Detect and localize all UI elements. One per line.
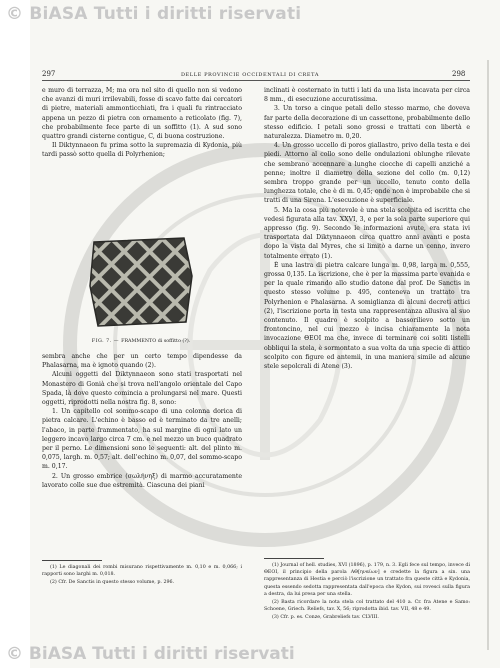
watermark-top: © BiASA Tutti i diritti riservati bbox=[6, 4, 302, 24]
figure-7-label: FIG. 7. — bbox=[91, 339, 122, 344]
left-column-bottom bbox=[42, 352, 242, 490]
watermark-bottom: © BiASA Tutti i diritti riservati bbox=[6, 644, 295, 664]
left-footnote-1: (1) Le diagonali dei rombi misurano rispettivamente m. 0,10 e m. 0,066; i rapporti sono larghi m. 0,018. bbox=[42, 565, 242, 578]
right-paragraph-4: 5. Ma la cosa più notevole è una stela scolpita ed iscritta che vedesi figurata alla tav. XXVI, 3, e per la sola parte superiore qui appresso (fig. 9). Secondo le informazioni avute, era stata ivi trasportata dal Diktynnaeon circa quattro anni avanti e posta dopo la vista dal Myres, che si limitò a darne un cenno, invero totalmente errato (1). bbox=[264, 206, 470, 260]
page-binding-margin bbox=[0, 0, 30, 668]
right-footnotes bbox=[264, 562, 470, 623]
right-paragraph-5: È una lastra di pietra calcare lunga m. 0,98, larga m. 0,555, grossa 0,135. La iscrizione, che è per la massima parte evanida e per la quale rimando allo studio datone dal prof. De Sanctis in questo stesso volume p. 495, conteneva un trattato tra Polyrhenion e Phalasarna. A somiglianza di alcuni decreti attici (2), l'iscrizione porta in testa una rappresentanza allusiva al suo contenuto. Il quadro è scolpito a bassorilievo sotto un frontoncino, nel cui mezzo è incisa chiaramente la nota invocazione ΘΕΟΙ ma che, invece di terminare coi soliti listelli obbliqui la stela, è sormontato a sua volta da una specie di attico scolpito con figure ed antemii, in una maniera simile ad alcune stele sepolcrali di Atene (3). bbox=[264, 261, 470, 371]
left-paragraph-4: Alcuni oggetti del Diktynnaeon sono stati trasportati nel Monastero di Gonià che si trova nell'angolo orientale del Capo Spada, là dove questo comincia a prolungarsi nel mare. Questi oggetti, riprodotti nella nostra fig. 8, sono: bbox=[42, 371, 242, 407]
header-rule bbox=[42, 80, 470, 81]
right-paragraph-2: 3. Un torso a cinque petali dello stesso marmo, che doveva far parte della decorazione di un cassettone, probabilmente dello stesso edificio. I petali sono grossi e trattati con libertà e naturalezza. Diametro m. 0,20. bbox=[264, 105, 470, 141]
figure-7-relief-fragment bbox=[86, 236, 196, 328]
left-page-number: 297 bbox=[42, 70, 56, 78]
left-paragraph-3: sembra anche che per un certo tempo dipendesse da Phalasarna, ma è ignoto quando (2). bbox=[42, 353, 242, 370]
right-footnote-1: (1) Journal of hell. studies, XVI (1896), p. 179, n. 3. Egli fece sul tempo, invece di ΘΕΟΙ, il principio della parola ΑΘ[ηναίων] e credette la figura a sin. una rappresentanza di Hestia e perciò l'iscrizione un trattato fra queste città e Kydonia, questa essendo sedotta rappresentata dall'epoca che Kydon, sui rovesci sulla figura a destra, da lui presa per una stella. bbox=[264, 563, 470, 597]
right-paragraph-3: 4. Un grosso uccello di poros giallastro, privo della testa e dei piedi. Attorno al collo sono delle ondulazioni oblunghe rilevate che sembrano accennare a lunghe ciocche di capelli anziché a penne; inoltre il diametro della sezione del collo (m. 0,12) sembra troppo grande per un uccello, tenuto conto della lunghezza totale, che è di m. 0,45; onde non è improbabile che si tratti di una Sirena. L'esecuzione è superficiale. bbox=[264, 142, 470, 205]
left-paragraph-6: 2. Un grosso embrice (σωλήνηξ) di marmo accuratamente lavorato colle sue due estremità. Ciascuna dei piani bbox=[42, 472, 242, 489]
left-footnote-rule bbox=[42, 560, 102, 561]
right-paragraph-1: inclinati è costernato in tutti i lati da una lista incavata per circa 8 mm., di esecuzione accuratissima. bbox=[264, 87, 470, 104]
right-footnote-2: (2) Basta ricordare la nota stela col trattato del 410 a. Cr. fra Atene e Samo: Schoene, Griech. Reliefs, tav. X, 56; riprodotta ibid. tav. VII, 48 e 49. bbox=[264, 600, 470, 613]
left-paragraph-1: e muro di terrazza, M; ma ora nel sito di quello non si vedono che avanzi di muri irrilevabili, fosse di scavo fatte dai cercatori di pietre, materiali ammonticchiati, fra i quali fu rintracciato appena un pezzo di pietra con ornamento a reticolato (fig. 7), che probabilmente fece parte di un soffitto (1). A sud sono quattro grandi cisterne contigue, C, di buona costruzione. bbox=[42, 87, 242, 141]
left-column-top bbox=[42, 86, 242, 160]
scan-edge bbox=[487, 60, 489, 650]
right-footnote-3: (3) Cfr. p. es. Conze, Grabreliefs tav. CLVIII. bbox=[272, 615, 379, 621]
left-footnotes bbox=[42, 564, 242, 588]
right-page-number: 298 bbox=[452, 70, 466, 78]
right-footnote-rule bbox=[264, 558, 324, 559]
right-column bbox=[264, 86, 470, 371]
left-paragraph-2: Il Diktynnaeon fu prima sotto la supremazia di Kydonia, più tardi passò sotto quella di Polyrhenion; bbox=[42, 142, 242, 159]
running-head: DELLE PROVINCIE OCCIDENTALI DI CRETA bbox=[180, 72, 320, 78]
left-footnote-2: (2) Cfr. De Sanctis in questo stesso volume, p. 296. bbox=[50, 580, 175, 586]
figure-7-caption bbox=[66, 339, 216, 344]
figure-7-description: FRAMMENTO di soffitto (?). bbox=[121, 339, 191, 344]
left-paragraph-5: 1. Un capitello col sommo-scapo di una colonna dorica di pietra calcare. L'echino è basso ed è terminato da tre anelli; l'abaco, in parte frammentato, ha sul margine di ogni lato un leggero incavo largo circa 7 cm. e nel mezzo un buco quadrato per il perno. Le dimensioni sono le seguenti: alt. del plinto m. 0,075, largh. m. 0,57; alt. dell'echino m. 0,07, del sommo-scapo m. 0,17. bbox=[42, 408, 242, 471]
